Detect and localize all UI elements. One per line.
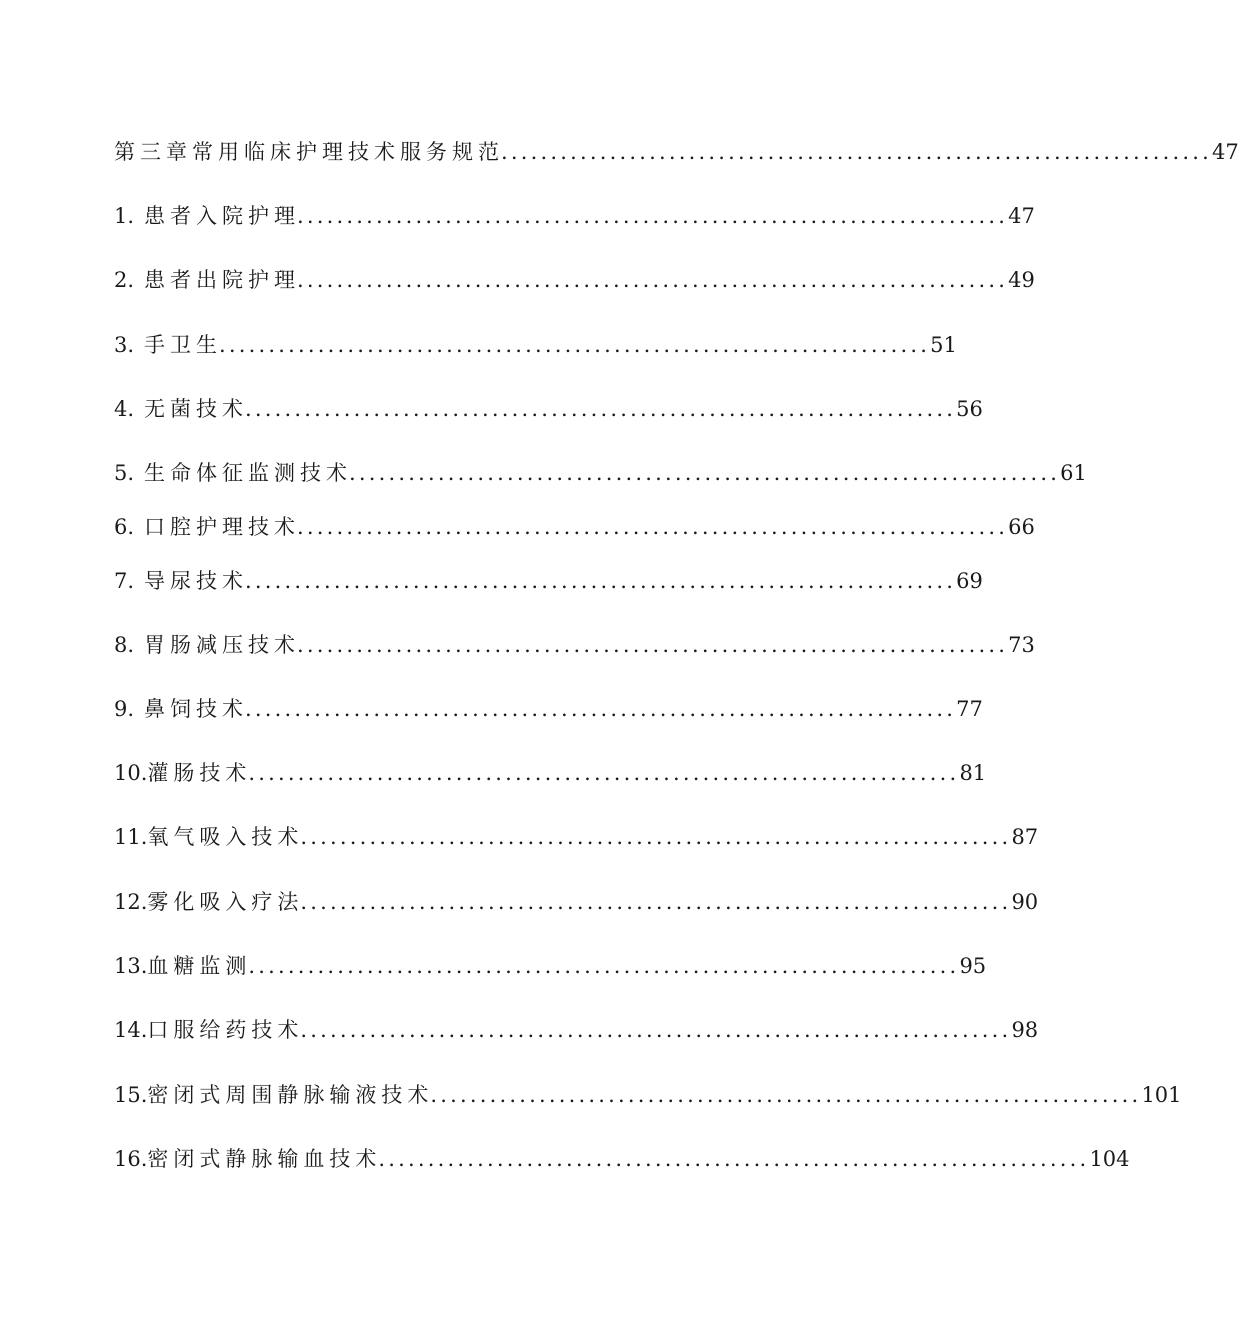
toc-entry-11[interactable] xyxy=(114,820,1039,854)
toc-entry-4[interactable] xyxy=(114,392,983,426)
toc-entry-9[interactable] xyxy=(114,692,983,726)
toc-entry-number: 14. xyxy=(114,1018,148,1042)
toc-entry-number: 3. xyxy=(114,333,135,357)
toc-entry-title: 鼻饲技术 xyxy=(144,697,249,721)
toc-entry-title: 口腔护理技术 xyxy=(144,515,301,539)
toc-entry-2[interactable] xyxy=(114,263,1035,297)
toc-entry-12[interactable] xyxy=(114,885,1039,919)
toc-entry-page: 101 xyxy=(1141,1083,1182,1107)
toc-entry-13[interactable] xyxy=(114,949,987,983)
toc-entry-title: 生命体征监测技术 xyxy=(144,461,353,485)
toc-entry-number: 9. xyxy=(114,697,135,721)
toc-entry-title: 患者入院护理 xyxy=(144,204,301,228)
toc-entry-number: 5. xyxy=(114,461,135,485)
toc-leader-dots: ........................................................................ xyxy=(501,140,1213,164)
toc-leader-dots: ........................................................................ xyxy=(300,825,1012,849)
toc-entry-6[interactable] xyxy=(114,510,1035,544)
toc-leader-dots: ........................................................................ xyxy=(245,397,957,421)
toc-entry-number: 7. xyxy=(114,569,135,593)
toc-entry-title: 胃肠减压技术 xyxy=(144,633,301,657)
toc-leader-dots: ........................................................................ xyxy=(349,461,1061,485)
toc-entry-title: 导尿技术 xyxy=(144,569,249,593)
toc-leader-dots: ........................................................................ xyxy=(297,633,1009,657)
toc-entry-number: 2. xyxy=(114,268,135,292)
toc-entry-title: 无菌技术 xyxy=(144,397,249,421)
toc-entry-1[interactable] xyxy=(114,199,1035,233)
toc-leader-dots: ........................................................................ xyxy=(300,890,1012,914)
toc-leader-dots: ........................................................................ xyxy=(248,954,960,978)
toc-leader-dots: ........................................................................ xyxy=(430,1083,1142,1107)
toc-leader-dots: ........................................................................ xyxy=(245,697,957,721)
toc-entry-page: 66 xyxy=(1008,515,1035,539)
toc-entry-number: 12. xyxy=(114,890,148,914)
toc-entry-page: 69 xyxy=(956,569,983,593)
toc-entry-title: 手卫生 xyxy=(144,333,223,357)
toc-entry-number: 8. xyxy=(114,633,135,657)
toc-entry-title: 密闭式静脉输血技术 xyxy=(147,1147,382,1171)
toc-entry-number: 1. xyxy=(114,204,135,228)
toc-entry-page: 47 xyxy=(1008,204,1035,228)
toc-leader-dots: ........................................................................ xyxy=(300,1018,1012,1042)
toc-entry-page: 61 xyxy=(1060,461,1087,485)
toc-entry-5[interactable] xyxy=(114,456,1087,490)
toc-entry-page: 51 xyxy=(930,333,957,357)
toc-leader-dots: ........................................................................ xyxy=(219,333,931,357)
toc-entry-title: 密闭式周围静脉输液技术 xyxy=(147,1083,434,1107)
toc-leader-dots: ........................................................................ xyxy=(297,515,1009,539)
toc-entry-number: 16. xyxy=(114,1147,148,1171)
toc-entry-title: 雾化吸入疗法 xyxy=(147,890,304,914)
toc-entry-15[interactable] xyxy=(114,1078,1182,1112)
toc-entry-page: 47 xyxy=(1212,140,1239,164)
toc-entry-number: 4. xyxy=(114,397,135,421)
toc-entry-chapter3[interactable] xyxy=(114,135,1239,169)
toc-entry-title: 口服给药技术 xyxy=(147,1018,304,1042)
toc-entry-page: 73 xyxy=(1008,633,1035,657)
toc-entry-number: 6. xyxy=(114,515,135,539)
toc-entry-16[interactable] xyxy=(114,1142,1130,1176)
toc-entry-number: 10. xyxy=(114,761,148,785)
toc-entry-page: 87 xyxy=(1011,825,1039,849)
toc-leader-dots: ........................................................................ xyxy=(378,1147,1090,1171)
toc-entry-page: 49 xyxy=(1008,268,1035,292)
toc-entry-title: 氧气吸入技术 xyxy=(147,825,304,849)
toc-entry-number: 11. xyxy=(114,825,148,849)
toc-entry-page: 77 xyxy=(956,697,983,721)
toc-entry-title: 血糖监测 xyxy=(147,954,252,978)
toc-entry-8[interactable] xyxy=(114,628,1035,662)
toc-leader-dots: ........................................................................ xyxy=(297,204,1009,228)
toc-entry-page: 95 xyxy=(959,954,987,978)
toc-entry-title: 第三章常用临床护理技术服务规范 xyxy=(114,140,504,164)
toc-entry-3[interactable] xyxy=(114,328,957,362)
toc-entry-page: 56 xyxy=(956,397,983,421)
toc-leader-dots: ........................................................................ xyxy=(248,761,960,785)
toc-leader-dots: ........................................................................ xyxy=(245,569,957,593)
toc-entry-title: 灌肠技术 xyxy=(147,761,252,785)
toc-entry-14[interactable] xyxy=(114,1013,1039,1047)
toc-leader-dots: ........................................................................ xyxy=(297,268,1009,292)
toc-entry-page: 104 xyxy=(1089,1147,1130,1171)
toc-entry-page: 98 xyxy=(1011,1018,1039,1042)
toc-entry-page: 81 xyxy=(959,761,987,785)
toc-entry-number: 15. xyxy=(114,1083,148,1107)
toc-entry-page: 90 xyxy=(1011,890,1039,914)
toc-entry-title: 患者出院护理 xyxy=(144,268,301,292)
toc-entry-7[interactable] xyxy=(114,564,983,598)
toc-entry-10[interactable] xyxy=(114,756,987,790)
toc-entry-number: 13. xyxy=(114,954,148,978)
